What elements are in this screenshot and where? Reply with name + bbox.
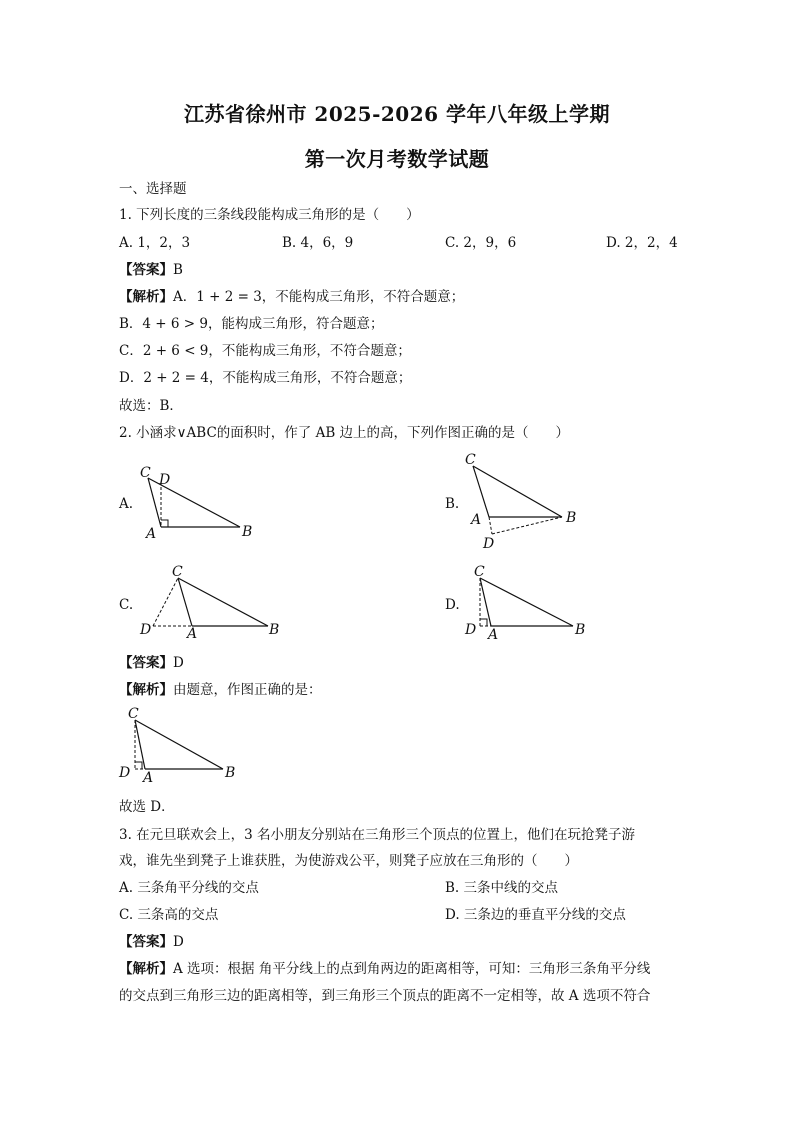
point-label-d: D: [483, 536, 495, 552]
point-label-c: C: [474, 564, 485, 580]
q2-option-b-label: B.: [445, 496, 460, 512]
doc-title-line2: 第一次月考数学试题: [304, 147, 490, 171]
q2-figure-d: [460, 560, 600, 642]
point-label-d: D: [119, 765, 131, 781]
point-label-c: C: [128, 706, 139, 722]
q3-answer: [119, 933, 184, 951]
q3-option-c: C. 三条高的交点: [119, 907, 219, 923]
q3-option-d: D. 三条边的垂直平分线的交点: [445, 907, 626, 923]
answer-tag: 【答案】: [119, 262, 173, 278]
q2-figure-b: [465, 446, 605, 556]
point-label-d: D: [140, 622, 152, 638]
answer-value: D: [173, 655, 184, 671]
point-label-c: C: [172, 564, 183, 580]
q2-option-c-label: C.: [119, 597, 134, 613]
right-angle-mark: [480, 619, 487, 626]
q1-option-d: D. 2，2，4: [606, 235, 678, 251]
right-angle-mark: [135, 762, 142, 769]
height-segment: [489, 517, 492, 534]
point-label-d: D: [159, 472, 171, 488]
q2-figure-c: [135, 560, 285, 642]
q1-conclusion: 故选：B．: [119, 398, 183, 414]
q2-analysis: [119, 681, 322, 699]
answer-value: B: [173, 262, 183, 278]
q3-analysis-1: [119, 960, 650, 978]
point-label-b: B: [566, 510, 577, 526]
point-label-c: C: [140, 465, 151, 481]
q2-solution-figure: [115, 702, 255, 784]
q2-option-d-label: D.: [445, 597, 460, 613]
point-label-a: A: [187, 626, 198, 642]
q2-conclusion: 故选 D．: [119, 799, 175, 815]
analysis-text: A 选项：根据 角平分线上的点到角两边的距离相等，可知：三角形三条角平分线: [173, 961, 651, 977]
answer-value: D: [173, 934, 184, 950]
triangle: [178, 578, 268, 626]
analysis-text: A．1 + 2 = 3，不能构成三角形，不符合题意；: [173, 289, 465, 305]
answer-tag: 【答案】: [119, 934, 173, 950]
point-label-a: A: [488, 627, 499, 643]
q2-figure-a: [130, 458, 270, 548]
q2-option-a-label: A.: [119, 496, 134, 512]
q3-analysis-2: 的交点到三角形三边的距离相等，到三角形三个顶点的距离不一定相等，故 A 选项不符合: [119, 988, 651, 1004]
q1-analysis-2: B．4 + 6 > 9，能构成三角形，符合题意；: [119, 316, 384, 332]
analysis-text: 由题意，作图正确的是：: [173, 682, 322, 698]
q1-option-c: C. 2，9，6: [445, 235, 517, 251]
section-heading: 一、选择题: [119, 181, 187, 197]
analysis-tag: 【解析】: [119, 289, 173, 305]
q1-stem: 1. 下列长度的三条线段能构成三角形的是（ ）: [119, 207, 420, 223]
point-label-b: B: [225, 765, 236, 781]
point-label-a: A: [471, 512, 482, 528]
point-label-a: A: [146, 526, 157, 542]
point-label-b: B: [242, 524, 253, 540]
point-label-b: B: [575, 622, 586, 638]
q1-answer: [119, 261, 183, 279]
q2-stem: 2. 小涵求∨ABC的面积时，作了 AB 边上的高，下列作图正确的是（ ）: [119, 425, 570, 441]
q1-option-a: A. 1，2，3: [119, 235, 191, 251]
q1-option-b: B. 4，6，9: [282, 235, 354, 251]
q1-analysis-3: C．2 + 6 < 9，不能构成三角形，不符合题意；: [119, 343, 411, 359]
doc-title-line1: 江苏省徐州市 2025-2026 学年八年级上学期: [183, 102, 611, 126]
q3-stem-2: 戏，谁先坐到凳子上谁获胜，为使游戏公平，则凳子应放在三角形的（ ）: [119, 853, 578, 869]
triangle: [480, 578, 573, 626]
point-label-c: C: [465, 452, 476, 468]
right-angle-mark: [161, 520, 168, 527]
point-label-b: B: [269, 622, 280, 638]
q3-stem-1: 3. 在元旦联欢会上，3 名小朋友分别站在三角形三个顶点的位置上，他们在玩抢凳子游: [119, 827, 636, 843]
analysis-tag: 【解析】: [119, 961, 173, 977]
q1-analysis-1: [119, 288, 464, 306]
height-segment-2: [492, 517, 562, 534]
height-segment: [153, 578, 178, 626]
q2-answer: [119, 654, 184, 672]
q3-option-b: B. 三条中线的交点: [445, 880, 559, 896]
point-label-d: D: [465, 622, 477, 638]
analysis-tag: 【解析】: [119, 682, 173, 698]
triangle: [473, 466, 562, 517]
point-label-a: A: [143, 770, 154, 786]
triangle: [135, 720, 223, 769]
answer-tag: 【答案】: [119, 655, 173, 671]
q3-option-a: A. 三条角平分线的交点: [119, 880, 259, 896]
q1-analysis-4: D．2 + 2 = 4，不能构成三角形，不符合题意；: [119, 370, 412, 386]
